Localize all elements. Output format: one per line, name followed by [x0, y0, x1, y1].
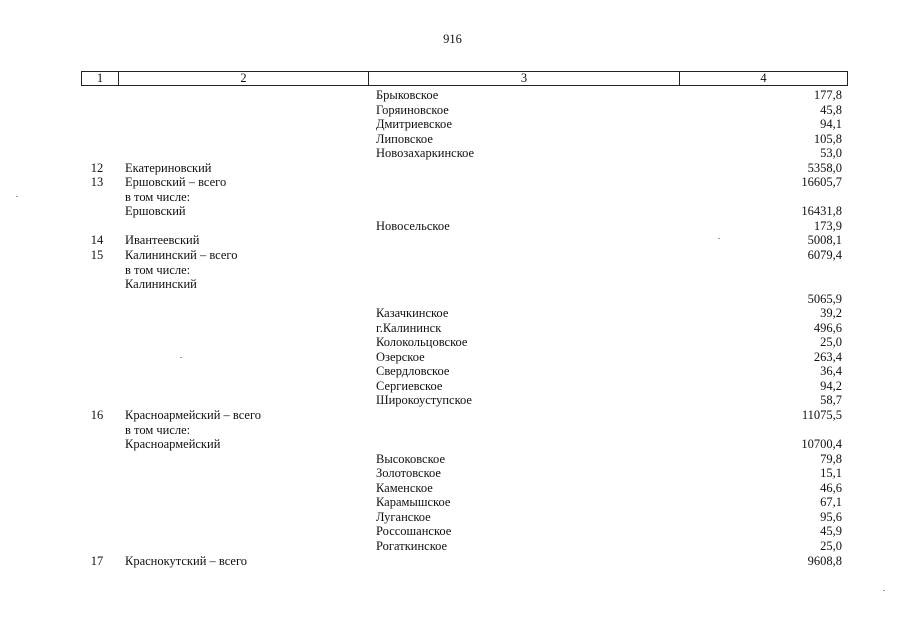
table-row [0, 452, 905, 467]
settlement-name: Брыковское [376, 88, 439, 102]
settlement-name: г.Калининск [376, 320, 442, 335]
table-row [0, 495, 905, 510]
table-row [0, 481, 905, 496]
table-body [0, 88, 905, 568]
table-row [0, 335, 905, 350]
table-row [0, 408, 905, 423]
scan-speck [718, 238, 720, 239]
amount-value: 5358,0 [807, 160, 842, 175]
district-name: Ивантеевский [125, 233, 200, 248]
table-row [0, 248, 905, 263]
settlement-name: Луганское [376, 509, 431, 524]
district-name: в том числе: [125, 189, 191, 204]
table-row [0, 306, 905, 321]
table-row [0, 393, 905, 408]
table-row [0, 364, 905, 379]
amount-value: 94,2 [820, 378, 842, 393]
table-row [0, 350, 905, 365]
amount-value: 95,6 [820, 509, 842, 524]
settlement-name: Сергиевское [376, 378, 443, 393]
column-header-2: 2 [119, 72, 369, 86]
amount-value: 105,8 [813, 131, 842, 146]
settlement-name: Новозахаркинское [376, 146, 475, 161]
settlement-name: Высоковское [376, 451, 445, 466]
district-name: в том числе: [125, 422, 191, 437]
scan-speck [16, 196, 18, 197]
amount-value: 5065,9 [807, 291, 842, 306]
settlement-name: Новосельское [376, 218, 450, 233]
district-name: Ершовский [125, 204, 186, 219]
settlement-name: Золотовское [376, 466, 441, 481]
amount-value: 10700,4 [801, 437, 842, 452]
amount-value: 5008,1 [807, 233, 842, 248]
district-name: Калининский [125, 277, 197, 292]
district-name: Екатериновский [125, 160, 212, 175]
settlement-name: Россошанское [376, 524, 452, 539]
row-number: 13 [90, 175, 104, 190]
amount-value: 6079,4 [807, 248, 842, 263]
table-row [0, 554, 905, 569]
settlement-name: Горяиновское [376, 102, 449, 117]
amount-value: 263,4 [813, 349, 842, 364]
table-row [0, 161, 905, 176]
amount-value: 9608,8 [807, 553, 842, 568]
settlement-name: Рогаткинское [376, 538, 448, 553]
amount-value: 36,4 [820, 364, 842, 379]
amount-value: 25,0 [820, 335, 842, 350]
table-row [0, 103, 905, 118]
table-header [81, 71, 848, 86]
row-number: 12 [90, 160, 104, 175]
settlement-name: Колокольцовское [376, 335, 468, 350]
district-name: Красноармейский – всего [125, 408, 262, 423]
table-row [0, 190, 905, 205]
settlement-name: Карамышское [376, 495, 451, 510]
amount-value: 496,6 [813, 320, 842, 335]
table-row [0, 263, 905, 278]
settlement-name: Казачкинское [376, 306, 449, 321]
page-number: 916 [443, 32, 462, 46]
settlement-name: Липовское [376, 131, 433, 146]
amount-value: 173,9 [813, 218, 842, 233]
amount-value: 46,6 [820, 480, 842, 495]
scan-speck [883, 590, 885, 591]
district-name: в том числе: [125, 262, 191, 277]
amount-value: 45,9 [820, 524, 842, 539]
amount-value: 79,8 [820, 451, 842, 466]
column-header-3: 3 [369, 72, 680, 86]
amount-value: 25,0 [820, 538, 842, 553]
settlement-name: Широкоуступское [376, 393, 472, 408]
table-row [0, 204, 905, 219]
settlement-name: Свердловское [376, 364, 450, 379]
district-name: Краснокутский – всего [125, 553, 248, 568]
amount-value: 39,2 [820, 306, 842, 321]
table-row [0, 466, 905, 481]
amount-value: 45,8 [820, 102, 842, 117]
amount-value: 11075,5 [801, 408, 842, 423]
settlement-name: Дмитриевское [376, 117, 452, 132]
table-row [0, 379, 905, 394]
table-row [0, 233, 905, 248]
row-number: 14 [90, 233, 104, 248]
table-row [0, 539, 905, 554]
amount-value: 177,8 [813, 88, 842, 102]
column-header-4: 4 [680, 72, 848, 86]
table-row [0, 423, 905, 438]
table-row [0, 88, 905, 103]
row-number: 16 [90, 408, 104, 423]
table-row [0, 321, 905, 336]
amount-value: 67,1 [820, 495, 842, 510]
table-row [0, 175, 905, 190]
district-name: Красноармейский [125, 437, 221, 452]
table-row [0, 437, 905, 452]
row-number: 17 [90, 553, 104, 568]
amount-value: 94,1 [820, 117, 842, 132]
amount-value: 53,0 [820, 146, 842, 161]
amount-value: 58,7 [820, 393, 842, 408]
scan-speck [180, 357, 182, 358]
settlement-name: Озерское [376, 349, 425, 364]
amount-value: 16431,8 [801, 204, 842, 219]
table-row [0, 524, 905, 539]
row-number: 15 [90, 248, 104, 263]
table-row [0, 510, 905, 525]
column-header-1: 1 [82, 72, 119, 86]
district-name: Калининский – всего [125, 248, 238, 263]
table-row [0, 219, 905, 234]
table-row [0, 292, 905, 307]
table-row [0, 277, 905, 292]
amount-value: 16605,7 [801, 175, 842, 190]
table-row [0, 132, 905, 147]
amount-value: 15,1 [820, 466, 842, 481]
table-row [0, 117, 905, 132]
table-row [0, 146, 905, 161]
settlement-name: Каменское [376, 480, 433, 495]
district-name: Ершовский – всего [125, 175, 227, 190]
